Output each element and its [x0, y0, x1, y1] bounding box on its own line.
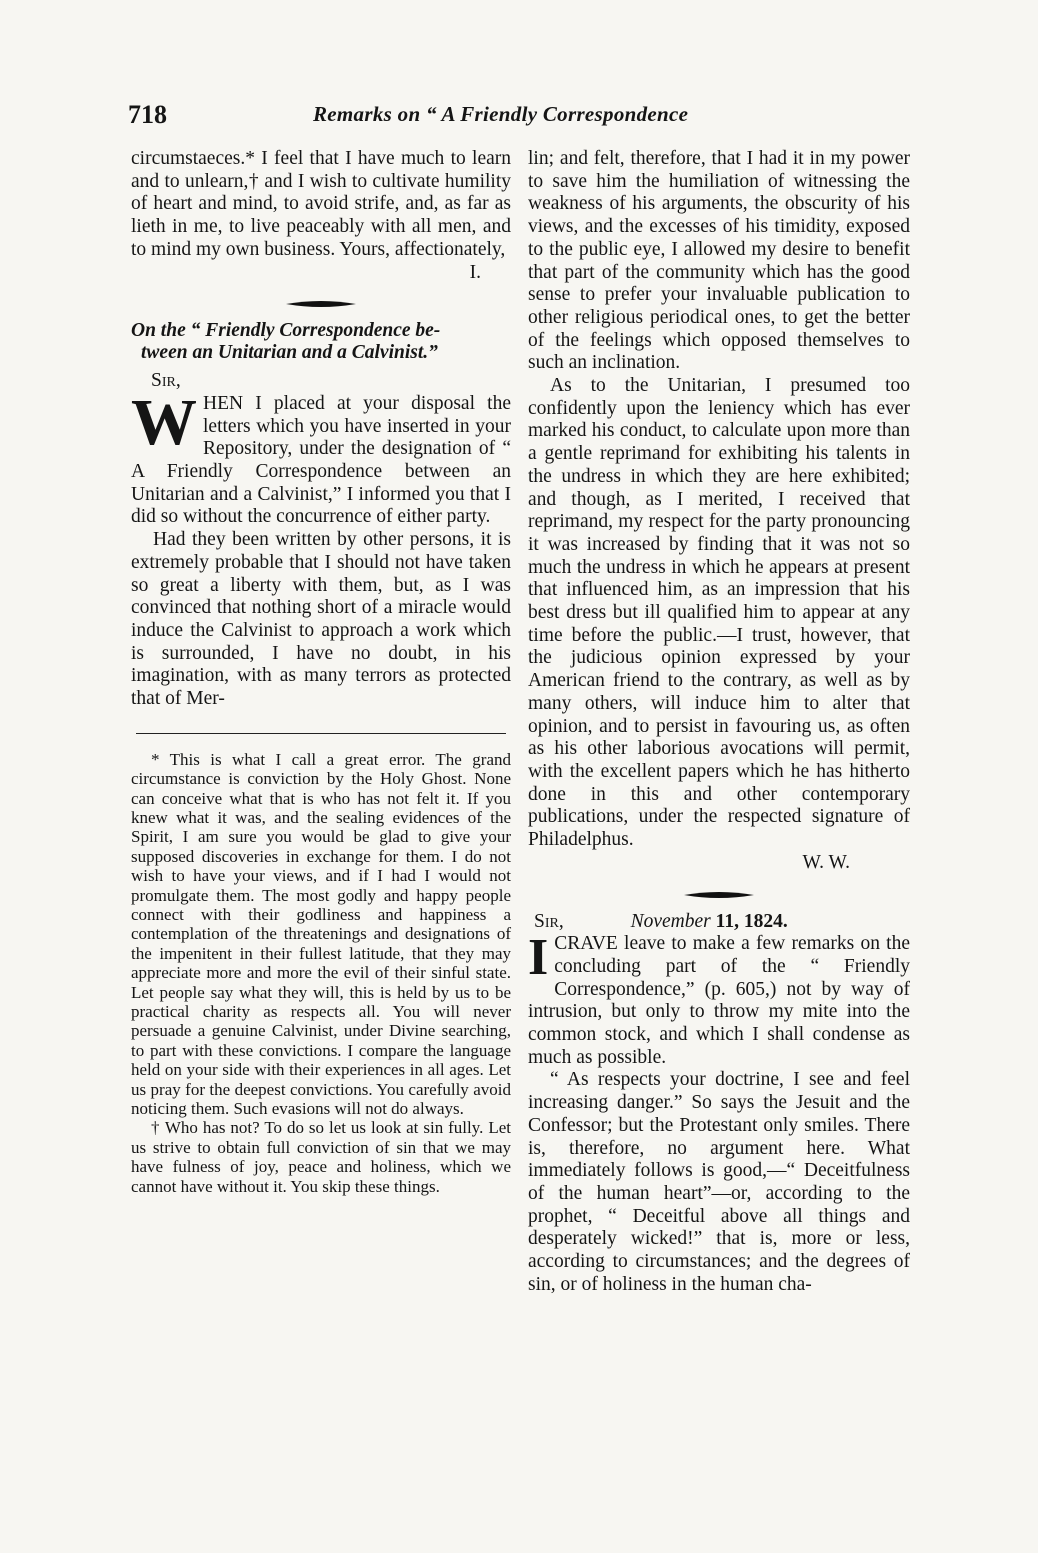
footnote-rule	[136, 733, 506, 734]
opening-signature: I.	[469, 261, 481, 283]
unitarian-paragraph: As to the Unitarian, I presumed too confidently upon the leniency which has ever marked his conduct, to calculate upon more than a gentle reprimand for exhibiting his talents in the undress in which they are here exhibited; and though, as I merited, I received that reprimand, my respect for the party pronouncing it was increased by finding that it was not so much the undress in which he appears at present that influenced him, as an impression that his best dress but ill qualified him to appear at any time before the public.—I trust, however, that the judicious opinion expressed by your American friend to the contrary, as well as by many others, will induce him to alter that opinion, and to persist in favouring us, as often as his other laborious avocations will permit, with the excellent papers which he has hitherto done in this and other contemporary publications, under the respected signature of Philadelphus.	[528, 375, 910, 851]
letter-paragraph-1	[131, 385, 511, 529]
section-ornament-2	[682, 889, 756, 901]
right-column	[528, 148, 910, 1296]
letter2-paragraph-1-text: CRAVE leave to make a few remarks on the concluding part of the “ Friendly Correspondence,” (p. 605,) not by way of intrusion, but only to throw my mite into the common stock, and which I shall condense as much as possible.	[528, 933, 910, 1068]
drop-cap: W	[131, 385, 197, 459]
footnote-1: * This is what I call a great error. The grand circumstance is conviction by the Holy Ghost. None can conceive what that is who has not felt it. If you knew what it was, and the sealing evidences of the Spirit, I am sure you would be glad to give your supposed discoveries in exchange for them. I do not wish to have your views, and if I had I would not promulgate them. The most godly and happy people connect with their godliness and happiness a contemplation of the threatenings and designations of the impenitent in their fullest latitude, that they may appreciate more and more the evil of their sinful state. Let people say what they will, this is held by us to be practical charity as respects all. You will never persuade a genuine Calvinist, under Divine searching, to part with these convictions. I compare the language held on your side with their experiences in all ages. Let us pray for the deepest convictions. You carefully avoid noticing them. Such evasions will not do always.	[131, 749, 511, 1119]
salutation-date-line	[528, 911, 910, 934]
letter-paragraph-1-text: HEN I placed at your disposal the letters which you have inserted in your Repository, under the designation of “ A Friendly Correspondence between an Unitarian and a Calvinist,” I informed you that I did so without the concurrence of either party.	[131, 392, 511, 528]
drop-cap-2: I	[528, 929, 549, 987]
running-head-title: Remarks on “ A Friendly Correspondence	[313, 102, 689, 126]
letter-date-day-year: 11, 1824.	[715, 910, 788, 932]
page-number: 718	[128, 100, 167, 129]
opening-paragraph: circumstaeces.* I feel that I have much to learn and to unlearn,† and I wish to cultivate humility of heart and mind, to avoid strife, and, as far as lieth in me, to live peaceably with all men, and to mind my own business. Yours, affectionately,	[131, 148, 511, 260]
running-head	[128, 100, 908, 136]
letter2-paragraph-1	[528, 929, 910, 1069]
article-title	[131, 320, 511, 364]
continued-paragraph: lin; and felt, therefore, that I had it in my power to save him the humiliation of witnessing the weakness of his arguments, the obscurity of his views, and the excesses of his timidity, exposed to the public eye, I allowed my desire to benefit that part of the community which has the good sense to prefer your invaluable publication to other religious periodical ones, to get the better of the feelings which opposed themselves to such an inclination.	[528, 148, 910, 374]
article-title-line-1: On the “ Friendly Correspondence be-	[131, 320, 441, 342]
salutation: Sir,	[151, 370, 181, 392]
article-title-line-2: tween an Unitarian and a Calvinist.”	[141, 342, 438, 364]
footnote-2: † Who has not? To do so let us look at sin fully. Let us strive to obtain full conviction of sin that we may have fulness of joy, peace and holiness, which we cannot have without it. You skip these things.	[131, 1118, 511, 1196]
letter-date-month: November	[630, 910, 711, 932]
letter2-paragraph-2: “ As respects your doctrine, I see and feel increasing danger.” So says the Jesuit and the Confessor; but the Protestant only smiles. There is, therefore, no argument here. What immediately follows is good,—“ Deceitfulness of the human heart”—or, according to the prophet, “ Deceitful above all things and desperately wicked!” that is, more or less, according to circumstances; and the degrees of sin, or of holiness in the human cha-	[528, 1069, 910, 1295]
letter-paragraph-2: Had they been written by other persons, it is extremely probable that I should not have taken so great a liberty with them, but, as I was convinced that nothing short of a miracle would induce the Calvinist to approach a work which is surrounded, I have no doubt, in his imagination, with as many terrors as protected that of Mer-	[131, 529, 511, 710]
left-column	[131, 148, 511, 1196]
salutation-2: Sir,	[534, 910, 564, 932]
section-ornament	[284, 298, 358, 310]
signature-ww: W. W.	[802, 851, 850, 873]
